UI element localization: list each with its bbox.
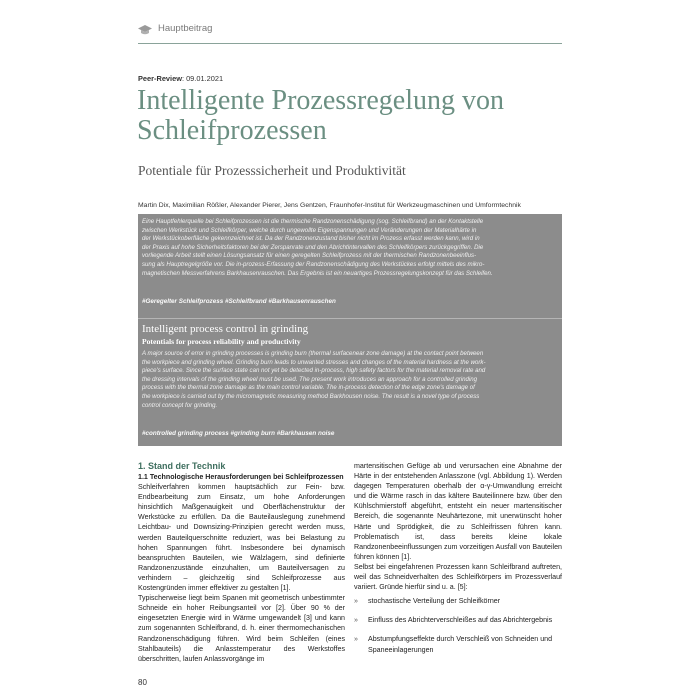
abstract-line: Eine Hauptfehlerquelle bei Schleifprozessen ist die thermische Randzonenschädigung (sog. Schleifbrand) an der Kontaktstelle (142, 218, 484, 225)
subsection-heading: 1.1 Technologische Herausforderungen bei Schleifprozessen (138, 473, 344, 481)
abstract-line: the dressing intervals of the grinding wheel must be used. The present work introduces an approach for a controlled grinding (142, 375, 478, 383)
bullet-marker: » (354, 616, 358, 625)
list-item-text: Abstumpfungseffekte durch Verschleiß von Schneiden und Spaneeinlagerungen (368, 635, 553, 654)
bullet-list (354, 596, 562, 654)
list-item (354, 615, 562, 625)
article-subtitle: Potentiale für Prozesssicherheit und Produktivität (138, 163, 406, 178)
title-line-1: Intelligente Prozessregelung von (137, 85, 505, 116)
body-paragraph: Schleifverfahren kommen hauptsächlich zur Fein- bzw. Endbearbeitung zum Einsatz, um hohe Anforderungen hinsichtlich Maßgenauigkeit und Oberflächenstruktur der Werkstücke zu erfüllen. Da die Bauteilauslegung zunehmend Leichtbau- und Downsizing-Prinzipien gerecht werden muss, werden Bauteilquerschnitte reduziert, was bei Belastung zu hohen Spannungen führt. Insbesondere bei dynamisch beanspruchten Bauteilen, wie Wälzlagern, sind definierte Randzonenzustände einzuhalten, um Bauteilversagen zu verhindern – gleichzeitig sind Schleifprozesse aus Kostengründen immer effektiver zu gestalten [1]. (138, 483, 345, 593)
abstract-line: control concept for grinding. (142, 401, 218, 409)
graduation-cap-icon (138, 25, 152, 35)
abstract-line: the workpiece and grinding wheel. Grinding burn leads to unwanted stresses and changes of the material hardness at the work- (142, 358, 486, 366)
abstract-line: magnetischen Messverfahrens Barkhausenrauschen. Das Ergebnis ist ein neuartiges Prozessregelungskonzept für das Schleifen. (142, 269, 493, 277)
abstract-line: piece's surface. Since the surface state can not yet be detected in-process, high safety factors for the material removal rate and (142, 367, 486, 375)
list-item (354, 596, 562, 606)
abstract-box (138, 214, 562, 446)
section-header (138, 22, 562, 40)
abstract-divider (138, 318, 562, 319)
abstract-german (142, 218, 558, 278)
abstract-line: der Praxis auf hohe Sicherheitsfaktoren bei der Zerspanrate und den Abrichtintervallen des Schleifkörpers zurückgegriffen. Die (142, 243, 484, 251)
abstract-line: zwischen Werkstück und Schleifkörper, welche durch ungewollte Eigenspannungen und Veränderungen der Materialhärte in (142, 226, 477, 234)
peer-review-line (138, 74, 223, 83)
bullet-marker: » (354, 635, 358, 644)
header-divider (138, 43, 562, 44)
article-title (137, 86, 567, 146)
section-heading: 1. Stand der Technik (138, 461, 226, 471)
body-paragraph: Typischerweise liegt beim Spanen mit geometrisch unbestimmter Schneide ein hoher Reibungsanteil vor [2]. Über 90 % der eingesetzten Energie wird in Wärme umgewandelt [3] und kann zum sogenannten Schleifbrand, d. h. einer thermomechanischen Randzonenschädigung führen. Wird beim Schleifen (eines Stahlbauteils) die Anlasstemperatur des Werkstoffes überschritten, laufen Anlassvorgänge im (138, 594, 345, 663)
abstract-english (142, 350, 558, 410)
author-line: Martin Dix, Maximilian Rößler, Alexander Pierer, Jens Gentzen, Fraunhofer-Institut für Werkzeugmaschinen und Umformtechnik (138, 202, 521, 209)
english-title: Intelligent process control in grinding (142, 323, 309, 335)
title-line-2: Schleifprozessen (137, 115, 327, 146)
page-number: 80 (138, 678, 147, 687)
section-label: Hauptbeitrag (158, 23, 213, 34)
list-item (354, 634, 562, 654)
abstract-line: process with the thermal zone damage as the main control variable. The in-process detection of the edge zone's damage of (142, 384, 475, 392)
abstract-line: vorliegende Arbeit stellt einen Lösungsansatz für einen geregelten Schleifprozess mit der thermischen Randzonenbeeinflus- (142, 252, 477, 260)
abstract-line: sung als Hauptregelgröße vor. Die in-prozess-Erfassung der Randzonenschädigung des Werkstückes erfolgt mittels des mikro- (142, 260, 485, 268)
peer-review-label: Peer-Review (138, 74, 182, 83)
peer-review-date: : 09.01.2021 (181, 74, 224, 83)
hashtags-english: #controlled grinding process #grinding burn #Barkhausen noise (142, 430, 335, 437)
abstract-line: A major source of error in grinding processes is grinding burn (thermal surfacenear zone damage) at the contact point between (142, 350, 484, 357)
body-paragraph: Selbst bei eingefahrenen Prozessen kann Schleifbrand auftreten, weil das Schneidverhalten des Schleifkörpers im Prozessverlauf variiert. Gründe hierfür sind u. a. [5]: (354, 562, 562, 592)
body-column-right (354, 461, 562, 664)
body-column-left (138, 461, 345, 664)
abstract-line: der Werkstückoberfläche gekennzeichnet ist. Da der Randzonenzustand bisher nicht im Prozess erfasst werden kann, wird in (142, 235, 480, 243)
hashtags-german: #Geregelter Schleifprozess #Schleifbrand #Barkhausenrauschen (142, 298, 336, 305)
body-paragraph: martensitischen Gefüge ab und verursachen eine Abnahme der Härte in der entstehenden Anlasszone (vgl. Abbildung 1). Werden dagegen Temperaturen oberhalb der α-γ-Umwandlung erreicht und die Wärme rasch in das kältere Bauteilinnere bzw. über den Kühlschmierstoff abgeführt, entsteht ein neuer martensitischer Bereich, die sogenannte Neuhärtezone, mit unerwünscht hoher Härte und Sprödigkeit, die zu Schleifrissen führen kann. Problematisch ist, dass bereits kleine lokale Randzonenbeeinflussungen zum vorzeitigen Ausfall von Bauteilen führen können [1]. (354, 462, 562, 561)
list-item-text: stochastische Verteilung der Schleifkörner (368, 597, 501, 606)
bullet-marker: » (354, 597, 358, 606)
english-subtitle: Potentials for process reliability and productivity (142, 337, 301, 346)
abstract-line: the workpiece is carried out by the micromagnetic measuring method Barkhousen noise. The result is a novel type of process (142, 392, 480, 400)
list-item-text: Einfluss des Abrichterverschleißes auf das Abrichtergebnis (368, 616, 553, 625)
